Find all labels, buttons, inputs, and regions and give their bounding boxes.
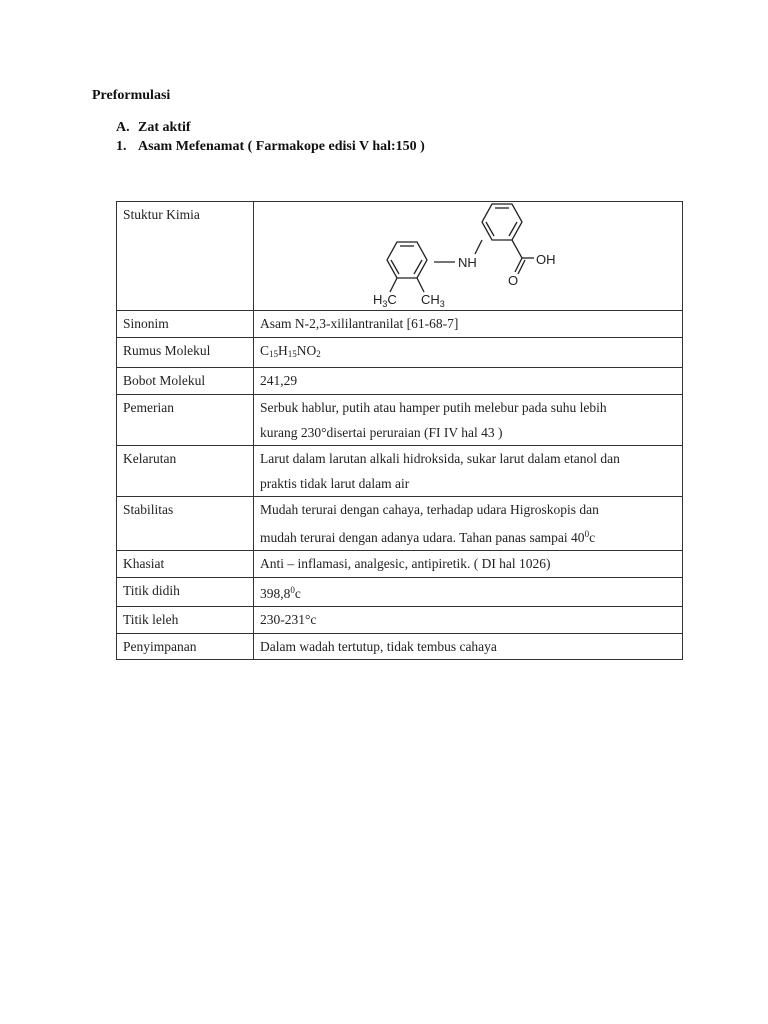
atom-oh: OH [536,252,556,267]
table-row-khasiat [117,551,683,578]
properties-table [116,201,683,660]
sinonim-label: Sinonim [117,311,254,338]
table-row-leleh [117,607,683,634]
table-row-stabilitas [117,497,683,551]
kelarutan-label: Kelarutan [117,446,254,497]
section-a-heading [116,120,191,136]
didih-label: Titik didih [117,578,254,607]
section-a-label: Zat aktif [138,120,191,135]
section-1-label: Asam Mefenamat ( Farmakope edisi V hal:150 ) [138,139,425,154]
chemical-structure-diagram [372,202,572,310]
atom-o: O [508,273,519,288]
section-a-number: A. [116,120,130,135]
pemerian-value: Serbuk hablur, putih atau hamper putih melebur pada suhu lebih kurang 230°disertai peruraian (FI IV hal 43 ) [254,395,683,446]
leleh-label: Titik leleh [117,607,254,634]
leleh-value: 230-231°c [254,607,683,634]
table-row-bobot [117,368,683,395]
stabilitas-value: Mudah terurai dengan cahaya, terhadap udara Higroskopis dan mudah terurai dengan adanya udara. Tahan panas sampai $40^0c$ [254,497,683,551]
structure-cell [254,202,683,311]
rumus-value: $C_{15}H_{15}NO_2$ [254,338,683,368]
khasiat-label: Khasiat [117,551,254,578]
atom-ch3: $CH_3$ [421,292,445,309]
table-row-sinonim [117,311,683,338]
sinonim-value: Asam N-2,3-xililantranilat [61-68-7] [254,311,683,338]
table-row-rumus [117,338,683,368]
table-row-simpan [117,634,683,660]
table-row-structure [117,202,683,311]
khasiat-value: Anti – inflamasi, analgesic, antipiretik. ( DI hal 1026) [254,551,683,578]
atom-h3c: $H_3C$ [373,292,397,309]
simpan-label: Penyimpanan [117,634,254,660]
section-1-number: 1. [116,139,127,154]
simpan-value: Dalam wadah tertutup, tidak tembus cahaya [254,634,683,660]
document-heading: Preformulasi [92,88,171,103]
table-row-pemerian [117,395,683,446]
table-row-kelarutan [117,446,683,497]
rumus-label: Rumus Molekul [117,338,254,368]
didih-value: 398,8$^0$c [254,578,683,607]
stabilitas-label: Stabilitas [117,497,254,551]
section-1-heading [116,139,425,155]
kelarutan-value: Larut dalam larutan alkali hidroksida, sukar larut dalam etanol dan praktis tidak larut dalam air [254,446,683,497]
bobot-value: 241,29 [254,368,683,395]
atom-nh: NH [458,255,477,270]
bobot-label: Bobot Molekul [117,368,254,395]
pemerian-label: Pemerian [117,395,254,446]
table-row-didih [117,578,683,607]
structure-label: Stuktur Kimia [117,202,254,311]
